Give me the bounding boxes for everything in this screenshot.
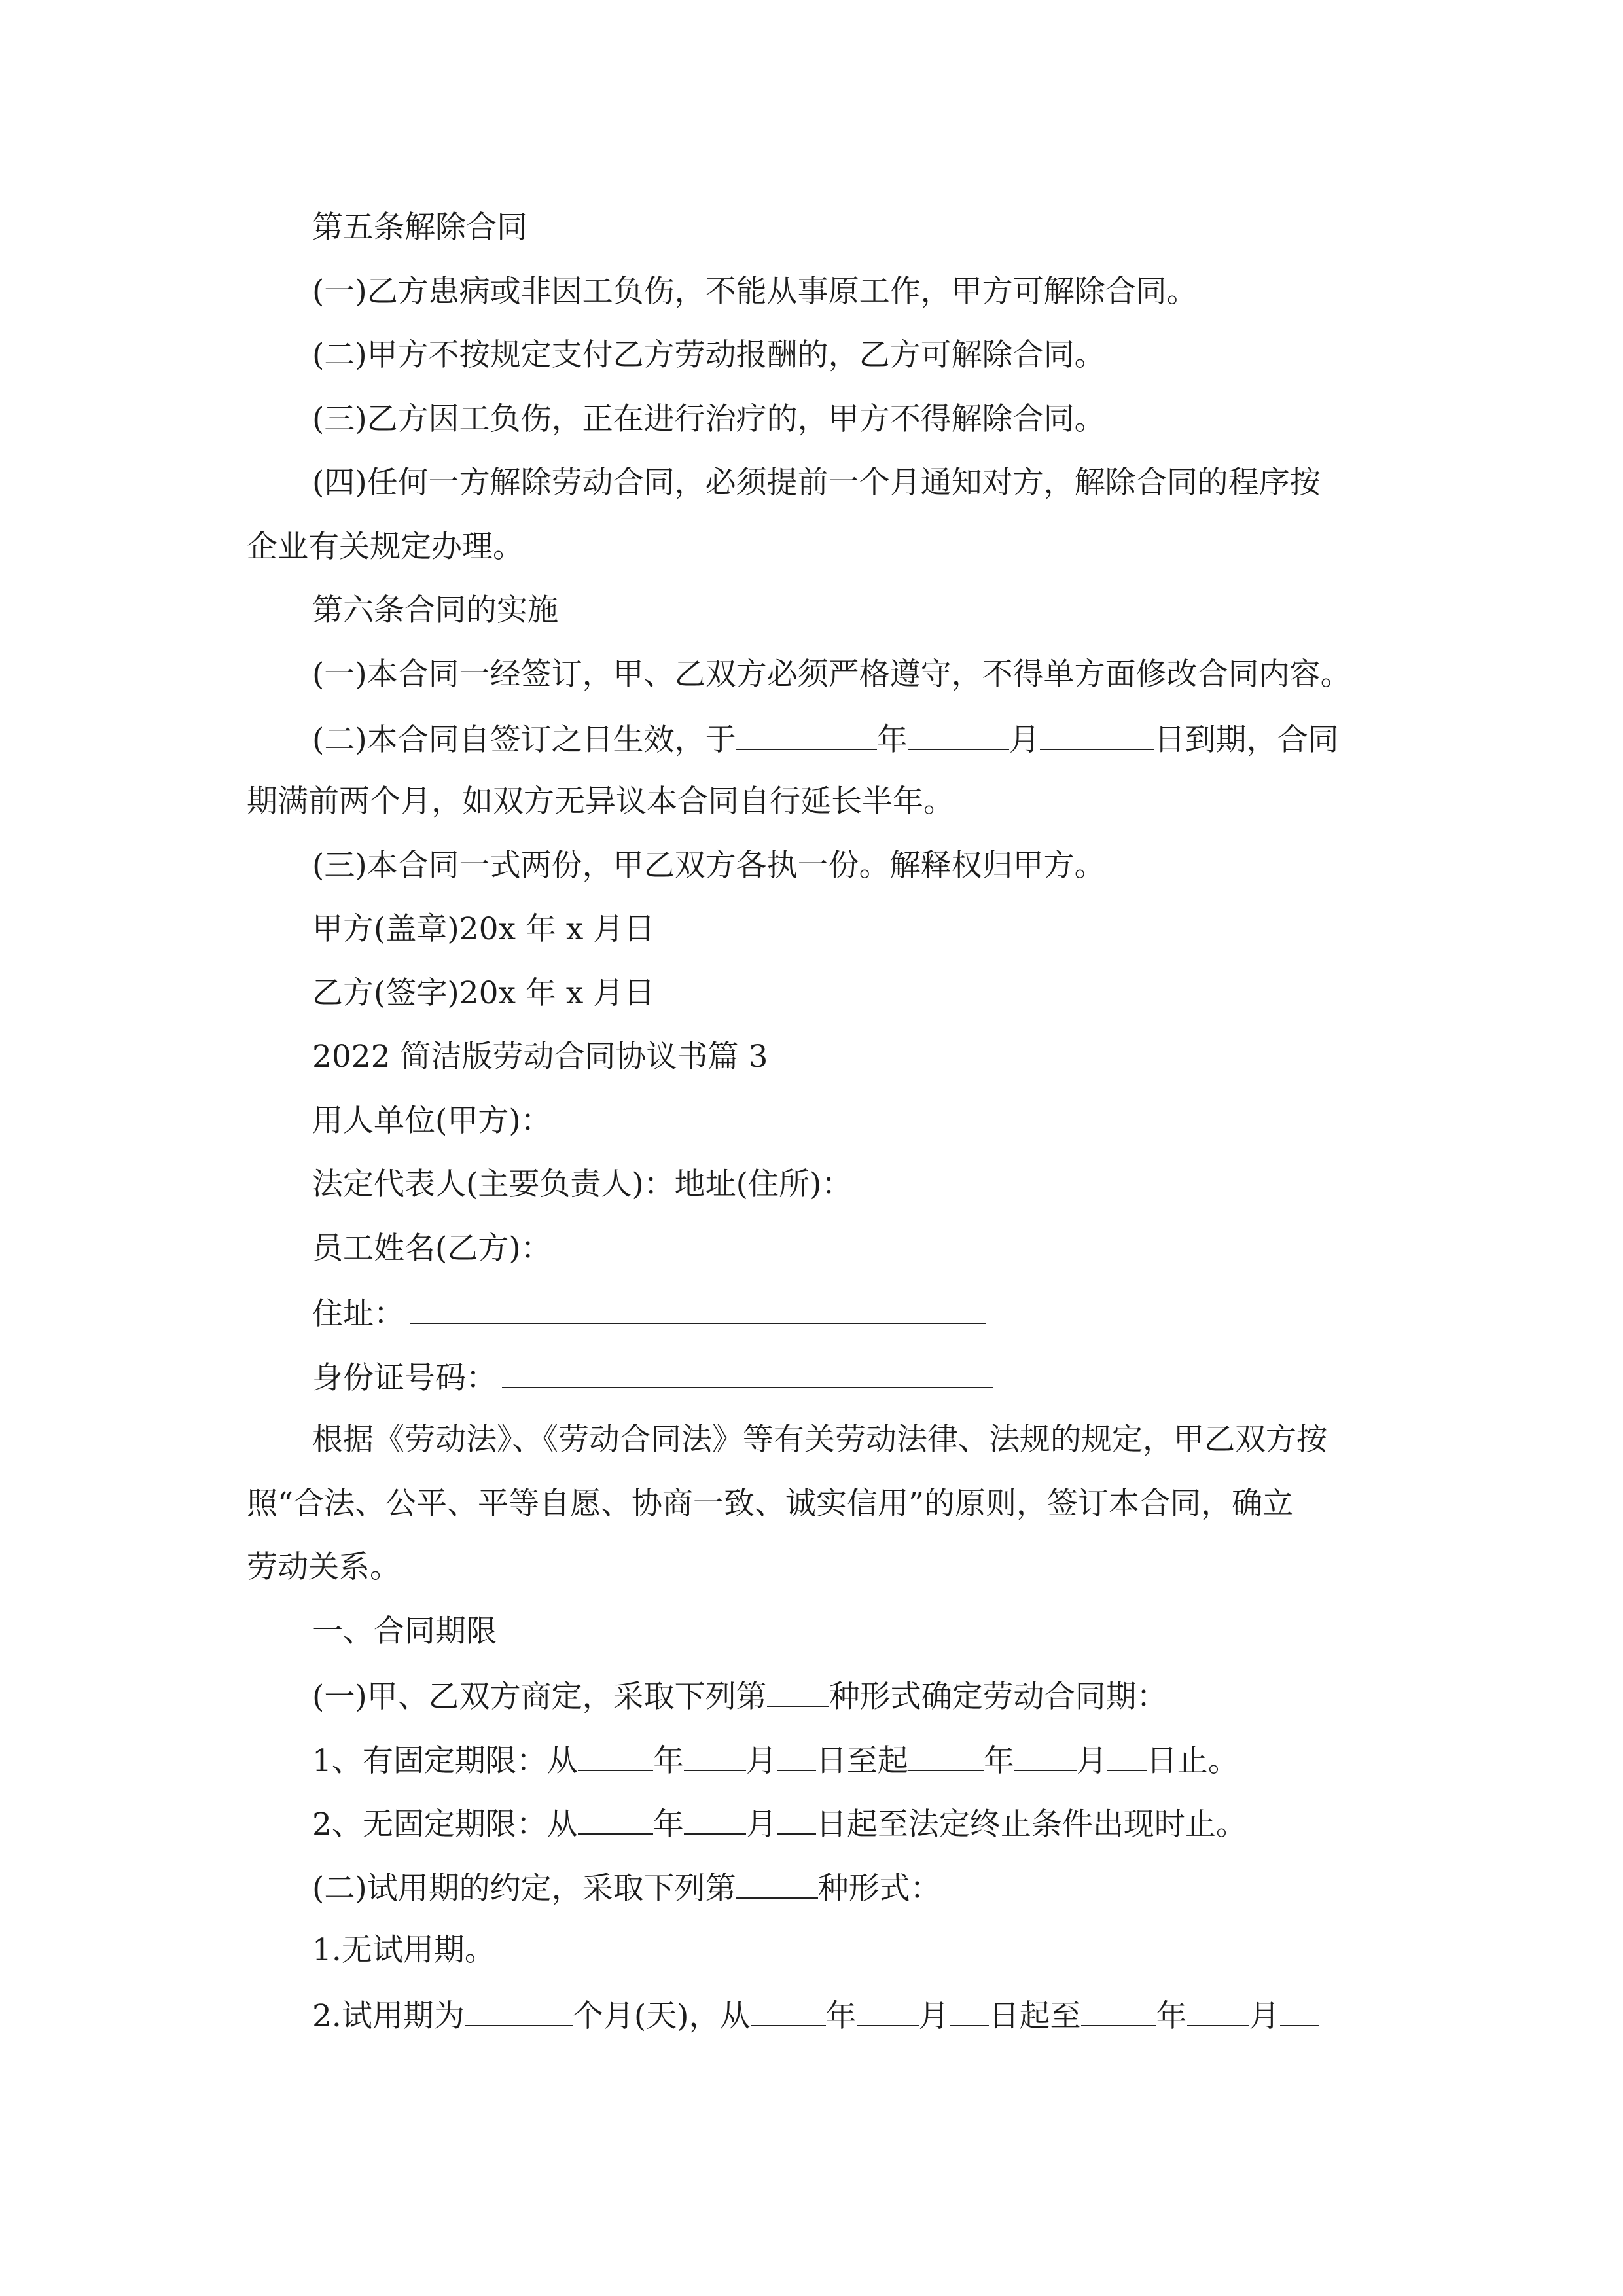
fixed-start-month-blank[interactable] (684, 1740, 746, 1771)
article-5-heading: 第五条解除合同 (312, 209, 527, 245)
day-blank[interactable] (1040, 719, 1154, 750)
id-label: 身份证号码： (312, 1360, 497, 1396)
probation-end-day-blank[interactable] (1280, 1995, 1319, 2026)
probation-start-month-blank[interactable] (857, 1995, 919, 2026)
probation-year-label: 年 (825, 1998, 857, 2034)
open-start-day-blank[interactable] (777, 1803, 816, 1835)
probation-form-blank[interactable] (736, 1867, 818, 1899)
article-6-heading: 第六条合同的实施 (312, 592, 558, 628)
id-number-field (0, 1357, 1623, 1398)
probation-month-label: 月 (918, 1998, 950, 2034)
open-month-label: 月 (745, 1806, 777, 1842)
probation-unit-label: 个月(天)，从 (572, 1998, 751, 2034)
fixed-from-label: 日至起 (815, 1743, 908, 1779)
probation-end-month-blank[interactable] (1187, 1995, 1249, 2026)
clause-5-2: (二)甲方不按规定支付乙方劳动报酬的，乙方可解除合同。 (312, 337, 1105, 373)
fixed-year-label: 年 (652, 1743, 684, 1779)
open-start-year-blank[interactable] (578, 1803, 653, 1835)
year-blank[interactable] (736, 719, 877, 750)
id-blank[interactable] (502, 1357, 993, 1388)
probation-start-day-blank[interactable] (950, 1995, 989, 2026)
probation-choice-tail: 种形式： (817, 1871, 941, 1907)
probation-choice-text: (二)试用期的约定，采取下列第 (312, 1871, 736, 1907)
fixed-start-year-blank[interactable] (578, 1740, 653, 1771)
clause-6-1: (一)本合同一经签订，甲、乙双方必须严格遵守，不得单方面修改合同内容。 (312, 656, 1351, 692)
fixed-month-label: 月 (745, 1743, 777, 1779)
address-field (0, 1293, 1623, 1334)
open-year-label: 年 (652, 1806, 684, 1842)
open-term (0, 1803, 1623, 1844)
probation-period (0, 1995, 1623, 2036)
clause-5-3: (三)乙方因工负伤，正在进行治疗的，甲方不得解除合同。 (312, 401, 1105, 437)
fixed-start-day-blank[interactable] (777, 1740, 816, 1771)
employer-field: 用人单位(甲方)： (312, 1103, 552, 1139)
fixed-end-day-blank[interactable] (1107, 1740, 1147, 1771)
preamble-line-3: 劳动关系。 (247, 1549, 401, 1585)
clause-5-1: (一)乙方患病或非因工负伤，不能从事原工作，甲方可解除合同。 (312, 274, 1198, 310)
probation-choice (0, 1867, 1623, 1909)
clause-6-2-tail: 日到期，合同 (1154, 722, 1339, 758)
fixed-end-year-blank[interactable] (908, 1740, 984, 1771)
fixed-end-year-label: 年 (983, 1743, 1014, 1779)
clause-5-4: (四)任何一方解除劳动合同，必须提前一个月通知对方，解除合同的程序按 (312, 465, 1321, 501)
clause-6-2-cont: 期满前两个月，如双方无异议本合同自行延长半年。 (247, 783, 954, 819)
fixed-end-month-label: 月 (1076, 1743, 1107, 1779)
address-label: 住址： (312, 1296, 404, 1332)
term-form-choice (0, 1676, 1623, 1717)
probation-to-label: 日起至 (988, 1998, 1081, 2034)
fixed-end-month-blank[interactable] (1014, 1740, 1077, 1771)
year-label: 年 (876, 722, 908, 758)
term-heading: 一、合同期限 (312, 1613, 497, 1649)
probation-end-year-blank[interactable] (1081, 1995, 1156, 2026)
probation-end-month-label: 月 (1249, 1998, 1280, 2034)
fixed-term (0, 1740, 1623, 1781)
open-start-month-blank[interactable] (684, 1803, 746, 1835)
clause-6-2-text: (二)本合同自签订之日生效，于 (312, 722, 736, 758)
clause-5-4-cont: 企业有关规定办理。 (247, 529, 524, 565)
probation-start-year-blank[interactable] (751, 1995, 826, 2026)
probation-end-year-label: 年 (1156, 1998, 1187, 2034)
no-probation: 1.无试用期。 (312, 1932, 495, 1968)
legal-rep-field: 法定代表人(主要负责人)：地址(住所)： (312, 1166, 853, 1202)
party-a-seal: 甲方(盖章)20x 年 x 月日 (312, 911, 655, 947)
clause-6-3: (三)本合同一式两份，甲乙双方各执一份。解释权归甲方。 (312, 848, 1105, 884)
employee-name-field: 员工姓名(乙方)： (312, 1230, 552, 1266)
party-b-sign: 乙方(签字)20x 年 x 月日 (312, 975, 655, 1011)
form-number-blank[interactable] (767, 1676, 829, 1707)
month-blank[interactable] (908, 719, 1009, 750)
section-title: 2022 简洁版劳动合同协议书篇 3 (312, 1039, 768, 1075)
term-form-text: (一)甲、乙双方商定，采取下列第 (312, 1679, 767, 1715)
preamble-line-2: 照“合法、公平、平等自愿、协商一致、诚实信用”的原则，签订本合同，确立 (247, 1486, 1294, 1522)
preamble-line-1: 根据《劳动法》、《劳动合同法》等有关劳动法律、法规的规定，甲乙双方按 (312, 1422, 1327, 1458)
fixed-end-label: 日止。 (1146, 1743, 1239, 1779)
fixed-term-label: 1、有固定期限：从 (312, 1743, 578, 1779)
open-term-tail: 日起至法定终止条件出现时止。 (815, 1806, 1247, 1842)
term-form-tail: 种形式确定劳动合同期： (829, 1679, 1168, 1715)
address-blank[interactable] (410, 1293, 986, 1324)
open-term-label: 2、无固定期限：从 (312, 1806, 578, 1842)
month-label: 月 (1008, 722, 1040, 758)
probation-label: 2.试用期为 (312, 1998, 465, 2034)
clause-6-2 (0, 719, 1623, 760)
probation-length-blank[interactable] (465, 1995, 573, 2026)
